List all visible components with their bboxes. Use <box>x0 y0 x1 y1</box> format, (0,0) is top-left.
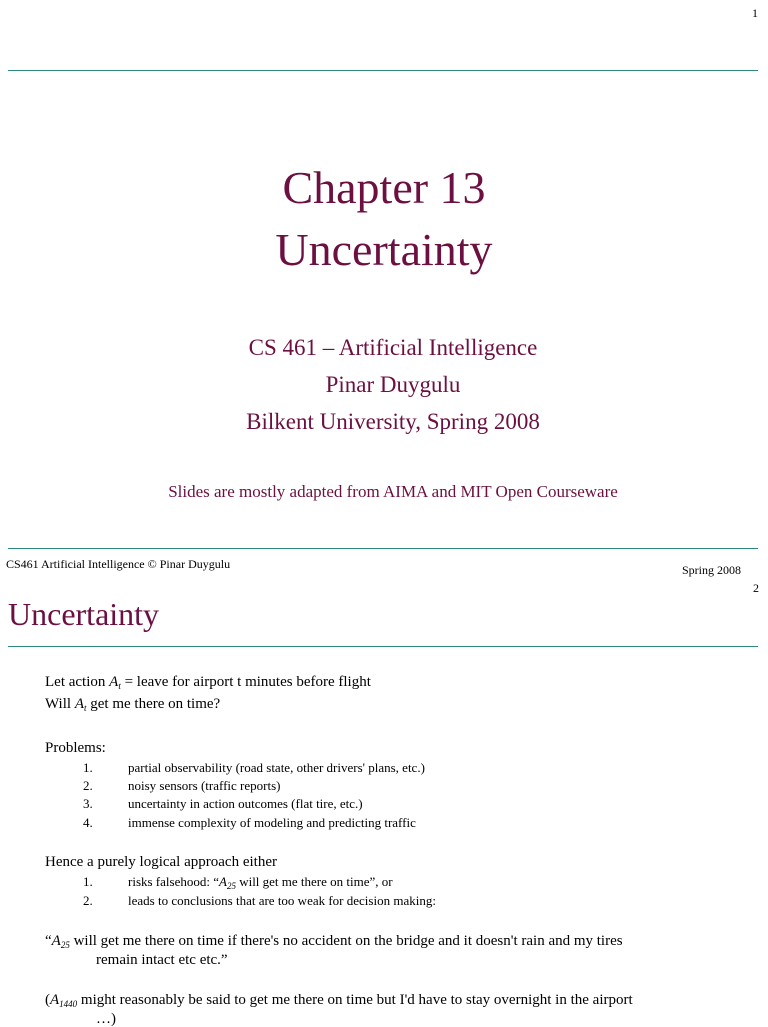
bottom-divider-1 <box>8 548 758 549</box>
intro1-suffix: = leave for airport t minutes before flight <box>120 674 371 690</box>
page-number-1: 1 <box>752 6 758 20</box>
intro1-prefix: Let action <box>45 674 110 690</box>
paren-sub: 1440 <box>59 999 78 1009</box>
paren-var: A <box>50 992 60 1008</box>
hence-heading: Hence a purely logical approach either <box>45 854 277 870</box>
quote-var: A <box>51 933 61 949</box>
intro1-var: A <box>109 674 119 690</box>
problem-num: 3. <box>83 796 93 811</box>
quote-line-1 <box>45 934 623 949</box>
problem-num: 4. <box>83 815 93 830</box>
problem-num: 1. <box>83 760 93 775</box>
chapter-subtitle: Uncertainty <box>275 224 493 275</box>
paren-rest: might reasonably be said to get me there on time but I'd have to stay overnight in the airport <box>77 992 633 1008</box>
institution: Bilkent University, Spring 2008 <box>246 409 540 434</box>
author-name: Pinar Duygulu <box>325 372 461 397</box>
hence-num: 2. <box>83 893 93 908</box>
quote-sub: 25 <box>60 940 70 950</box>
hence1-sub: 25 <box>226 881 236 891</box>
quote-rest: will get me there on time if there's no accident on the bridge and it doesn't rain and my tires <box>69 933 623 949</box>
chapter-title: Chapter 13 <box>282 162 486 213</box>
problems-heading: Problems: <box>45 740 106 756</box>
quote-line-2: remain intact etc etc.” <box>96 952 228 968</box>
hence-num: 1. <box>83 874 93 889</box>
paren-open: ( <box>45 992 50 1008</box>
paren-line-2: …) <box>96 1011 116 1027</box>
problem-text: partial observability (road state, other drivers' plans, etc.) <box>128 760 425 775</box>
top-divider-2 <box>8 646 758 647</box>
intro-line-2 <box>45 697 220 712</box>
problem-text: noisy sensors (traffic reports) <box>128 778 281 793</box>
problem-text: immense complexity of modeling and predicting traffic <box>128 815 416 830</box>
quote-open: “ <box>45 933 52 949</box>
page-number-2: 2 <box>753 581 759 595</box>
hence1-suffix: will get me there on time”, or <box>235 874 393 889</box>
credit-line: Slides are mostly adapted from AIMA and MIT Open Courseware <box>168 482 618 501</box>
intro2-sub: t <box>83 703 87 713</box>
intro-line-1 <box>45 675 371 690</box>
slide-title: Uncertainty <box>8 596 160 632</box>
paren-line-1 <box>45 993 633 1008</box>
course-name: CS 461 – Artificial Intelligence <box>248 335 538 360</box>
problem-num: 2. <box>83 778 93 793</box>
hence-text <box>128 874 393 891</box>
intro2-prefix: Will <box>45 696 75 712</box>
problem-text: uncertainty in action outcomes (flat tire, etc.) <box>128 796 363 811</box>
footer-right: Spring 2008 <box>682 563 742 577</box>
hence1-var: A <box>218 874 227 889</box>
top-divider-1 <box>8 70 758 71</box>
intro2-suffix: get me there on time? <box>86 696 221 712</box>
hence1-prefix: risks falsehood: “ <box>128 874 219 889</box>
hence-text: leads to conclusions that are too weak for decision making: <box>128 893 436 908</box>
intro1-sub: t <box>118 681 121 691</box>
footer-left: CS461 Artificial Intelligence © Pinar Duygulu <box>6 557 231 571</box>
intro2-var: A <box>74 696 84 712</box>
